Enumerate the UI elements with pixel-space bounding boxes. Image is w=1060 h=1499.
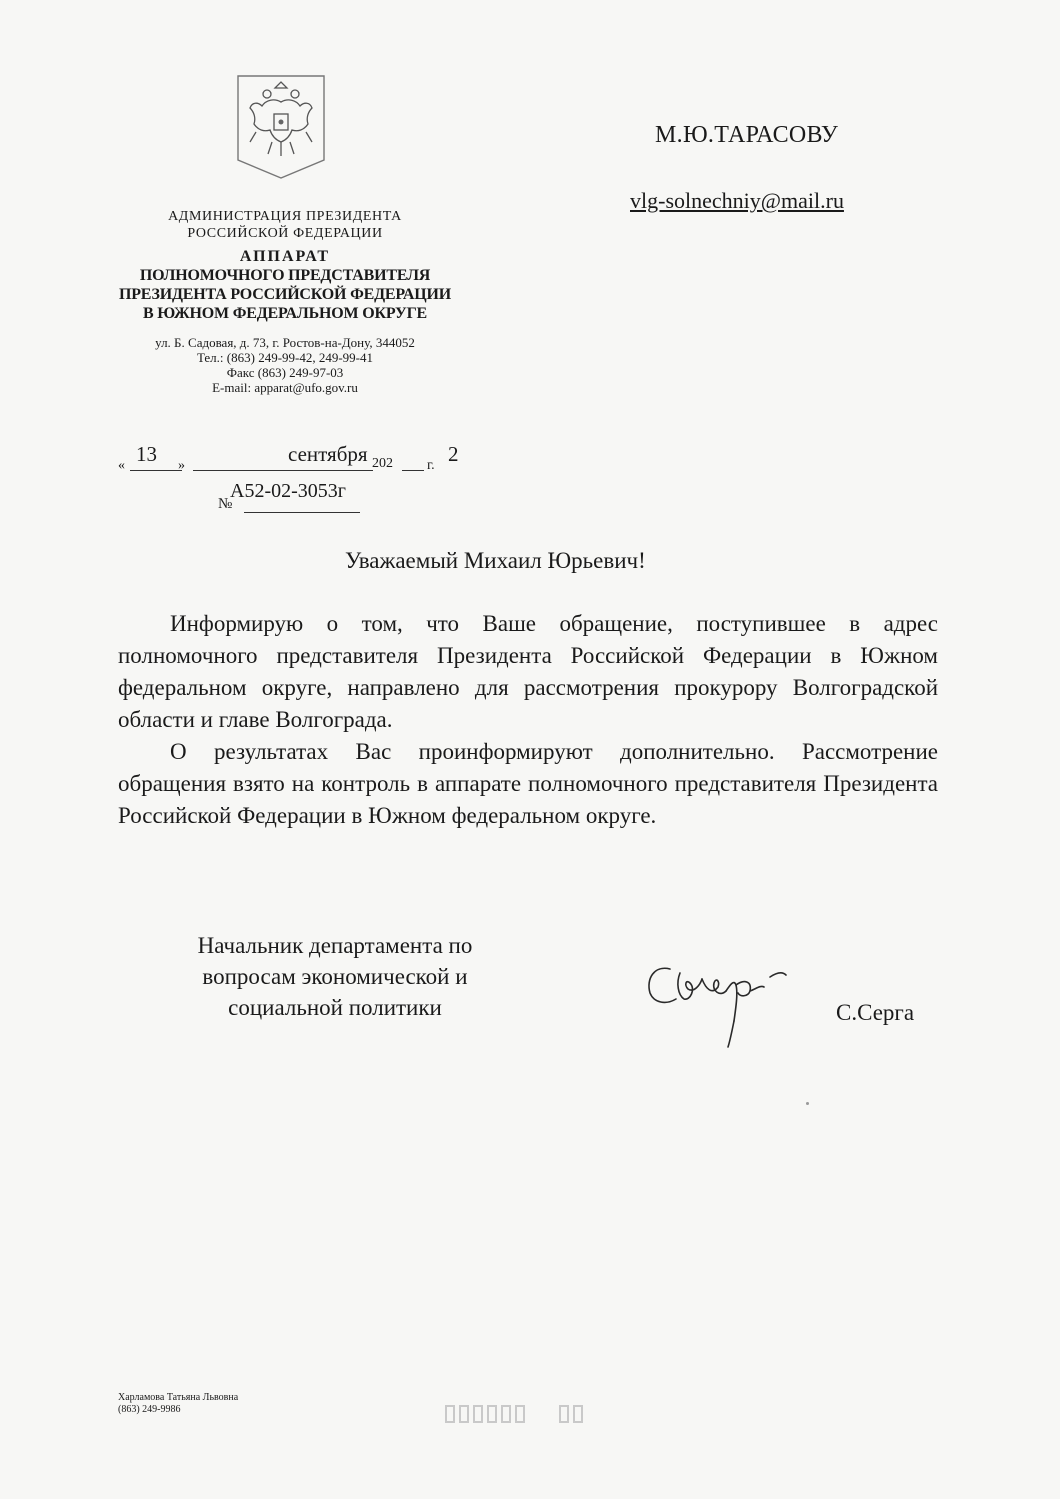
date-month: сентября [288, 442, 368, 466]
letter-body [118, 608, 938, 832]
addressee-email[interactable]: vlg-solnechniy@mail.ru [630, 188, 844, 213]
body-paragraph-2: О результатах Вас проинформируют дополнительно. Рассмотрение обращения взято на контроль в аппарате полномочного представителя Президента Российской Федерации в Южном федеральном округе. [118, 739, 938, 828]
date-day-underline [130, 470, 182, 471]
letterhead-phone: Тел.: (863) 249-99-42, 249-99-41 [196, 350, 374, 365]
body-paragraph-1: Информирую о том, что Ваше обращение, поступившее в адрес полномочного представителя Президента Российской Федерации в Южном федеральном округе, направлено для рассмотрения прокурору Волгоградской области и главе Волгограда. [118, 611, 938, 732]
letterhead-org-line2: ПРЕЗИДЕНТА РОССИЙСКОЙ ФЕДЕРАЦИИ [118, 286, 451, 303]
number-value: А52-02-3053г [230, 480, 346, 502]
number-underline [244, 512, 360, 513]
letterhead [100, 208, 470, 395]
scan-speck [806, 1102, 809, 1105]
date-close-quote: » [178, 458, 185, 473]
date-day: 13 [136, 442, 157, 466]
letterhead-email: E-mail: apparat@ufo.gov.ru [212, 380, 358, 395]
document-date [118, 440, 478, 474]
executor-phone: (863) 249-9986 [118, 1404, 181, 1415]
executor-name: Харламова Татьяна Львовна [118, 1392, 239, 1403]
date-open-quote: « [118, 458, 125, 473]
salutation: Уважаемый Михаил Юрьевич! [345, 548, 646, 573]
document-number [218, 478, 418, 518]
signatory-position-line2: вопросам экономической и [202, 964, 468, 989]
letterhead-admin-line2: РОССИЙСКОЙ ФЕДЕРАЦИИ [187, 226, 383, 241]
executor-info [118, 1392, 238, 1416]
letterhead-apparat: АППАРАТ [239, 248, 331, 265]
date-month-underline [193, 470, 373, 471]
date-year-suffix: г. [427, 458, 435, 473]
date-year-digit: 2 [448, 442, 459, 466]
signatory-position-line1: Начальник департамента по [197, 933, 473, 958]
addressee-name: М.Ю.ТАРАСОВУ [655, 122, 839, 148]
signatory-name: С.Серга [836, 1000, 915, 1025]
letterhead-org-line1: ПОЛНОМОЧНОГО ПРЕДСТАВИТЕЛЯ [139, 267, 431, 284]
signatory-position-line3: социальной политики [228, 995, 442, 1020]
handwritten-signature [640, 955, 820, 1055]
letterhead-address: ул. Б. Садовая, д. 73, г. Ростов-на-Дону, 344052 [155, 335, 415, 350]
letterhead-admin-line1: АДМИНИСТРАЦИЯ ПРЕЗИДЕНТА [168, 209, 402, 224]
faded-registration-stamp [442, 1402, 612, 1426]
number-sign: № [218, 496, 233, 512]
signatory-position [150, 930, 520, 1023]
coat-of-arms-emblem [234, 72, 328, 178]
date-year-underline [402, 470, 424, 471]
date-year-prefix: 202 [372, 456, 393, 471]
letterhead-fax: Факс (863) 249-97-03 [226, 365, 344, 380]
letterhead-org-line3: В ЮЖНОМ ФЕДЕРАЛЬНОМ ОКРУГЕ [142, 305, 428, 322]
double-headed-eagle-icon [234, 72, 328, 182]
